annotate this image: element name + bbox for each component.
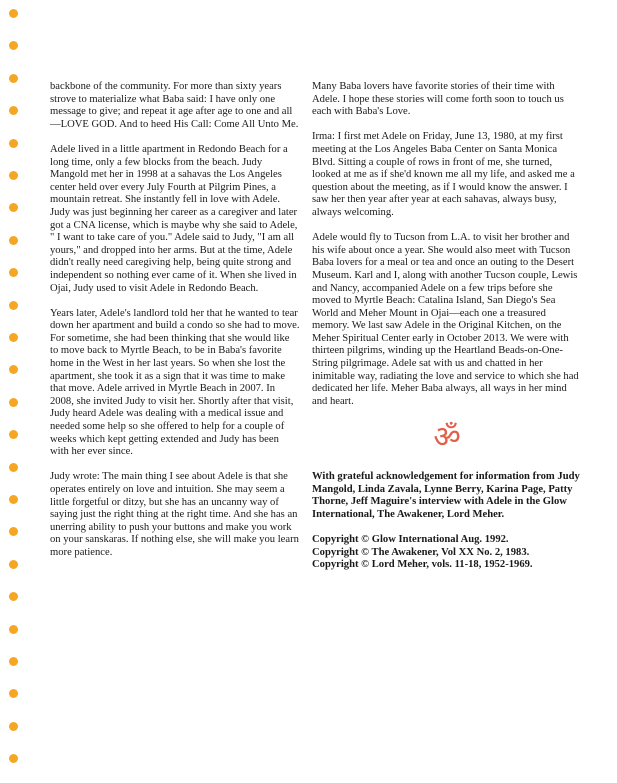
margin-dot xyxy=(9,398,18,407)
paragraph-move-to-myrtle-beach: Years later, Adele's landlord told her that he wanted to tear down her apartment and build a condo so she had to move. For sometime, she had been thinking that she would like to move back to Myrtle Beach, to be in Baba's favorite home in the West in her last years. So when she lost the apartment, she took it as a sign that it was time to make that move. Adele arrived in Myrtle Beach in 2007. In 2008, she invited Judy to visit her. Shortly after that visit, Judy heard Adele was dealing with a medical issue and needed some help so she offered to help for a couple of weeks which kept getting extended and Judy has been with her ever since. xyxy=(50,307,300,458)
copyright-block xyxy=(312,534,580,572)
paragraph-judy-wrote: Judy wrote: The main thing I see about Adele is that she operates entirely on love and intuition. She may seem a little forgetful or ditzy, but she has an uncanny way of saying just the right thing at the right time. And she has an unerring ability to push your buttons and make you work on your sanskaras. If nothing else, she will make you learn more patience. xyxy=(50,471,299,558)
copyright-line: Copyright © The Awakener, Vol XX No. 2, 1983. xyxy=(312,546,530,558)
right-text-column xyxy=(312,81,580,572)
margin-dot xyxy=(9,689,18,698)
margin-dot xyxy=(9,592,18,601)
margin-dot xyxy=(9,9,18,18)
margin-dot xyxy=(9,139,18,148)
margin-dot xyxy=(9,301,18,310)
paragraph-tucson: Adele would fly to Tucson from L.A. to visit her brother and his wife about once a year. She would also meet with Tucson Baba lovers for a meal or tea and once an outing to the Desert Museum. Karl and I, along with another Tucson couple, Lewis and Nancy, accompanied Adele on a few trips before she moved to Myrtle Beach: Catalina Island, San Diego's Sea World and Meher Mount in Ojai—each one a treasured memory. We last saw Adele in the Original Kitchen, on the Meher Spiritual Center early in October 2013. We were with thirteen pilgrims, winding up the Heartland Beads-on-One-String pilgrimage. Adele sat with us and chatted in her inimitable way, radiating the love and service to which she had dedicated her life. Meher Baba always, all ways in her mind and heart. xyxy=(312,232,579,407)
margin-dot xyxy=(9,74,18,83)
margin-dot xyxy=(9,106,18,115)
copyright-line: Copyright © Glow International Aug. 1992. xyxy=(312,534,509,545)
margin-dot xyxy=(9,333,18,342)
margin-dot xyxy=(9,365,18,374)
margin-dot xyxy=(9,657,18,666)
paragraph-irma: Irma: I first met Adele on Friday, June 13, 1980, at my first meeting at the Los Angeles Baba Center on Santa Monica Blvd. Sitting a couple of rows in front of me, she turned, looked at me as if she'd known me all my life, and asked me a question about the meeting, as if I would know the answer. I saw her then year after year at each sahavas, always busy, always welcoming. xyxy=(312,131,575,218)
margin-dot xyxy=(9,463,18,472)
margin-dot xyxy=(9,754,18,763)
paragraph-backbone: backbone of the community. For more than sixty years strove to materialize what Baba said: I have only one message to give; and repeat it age after age to one and all—LOVE GOD. And to heed His Call: Come All Unto Me. xyxy=(50,81,299,130)
om-icon: ॐ xyxy=(433,420,461,456)
margin-dot xyxy=(9,41,18,50)
margin-dot xyxy=(9,268,18,277)
margin-dot xyxy=(9,527,18,536)
margin-dot xyxy=(9,203,18,212)
margin-dot xyxy=(9,430,18,439)
margin-dot-column xyxy=(9,0,21,783)
margin-dot xyxy=(9,560,18,569)
acknowledgement: With grateful acknowledgement for information from Judy Mangold, Linda Zavala, Lynne Berry, Karina Page, Patty Thorne, Jeff Maguire's interview with Adele in the Glow International, The Awakener, Lord Meher. xyxy=(312,471,580,520)
margin-dot xyxy=(9,722,18,731)
left-text-column xyxy=(50,81,300,572)
copyright-line: Copyright © Lord Meher, vols. 11-18, 1952-1969. xyxy=(312,559,533,571)
paragraph-favorite-stories: Many Baba lovers have favorite stories of their time with Adele. I hope these stories will come forth soon to touch us each with Baba's Love. xyxy=(312,81,564,118)
margin-dot xyxy=(9,625,18,634)
paragraph-redondo-beach: Adele lived in a little apartment in Redondo Beach for a long time, only a few blocks from the beach. Judy Mangold met her in 1998 at a sahavas the Los Angeles center held over every July Fourth at Pilgrim Pines, a mountain retreat. She instantly fell in love with Adele. Judy was just beginning her career as a caregiver and later got a CNA license, which is maybe why she said to Adele, " I want to take care of you." Adele said to Judy, "I am all yours," and dropped into her arms. But at the time, Adele didn't really need caregiving help, being quite strong and independent so nothing ever came of it. When she lived in Ojai, Judy used to visit Adele in Redondo Beach. xyxy=(50,143,298,294)
margin-dot xyxy=(9,171,18,180)
margin-dot xyxy=(9,495,18,504)
margin-dot xyxy=(9,236,18,245)
